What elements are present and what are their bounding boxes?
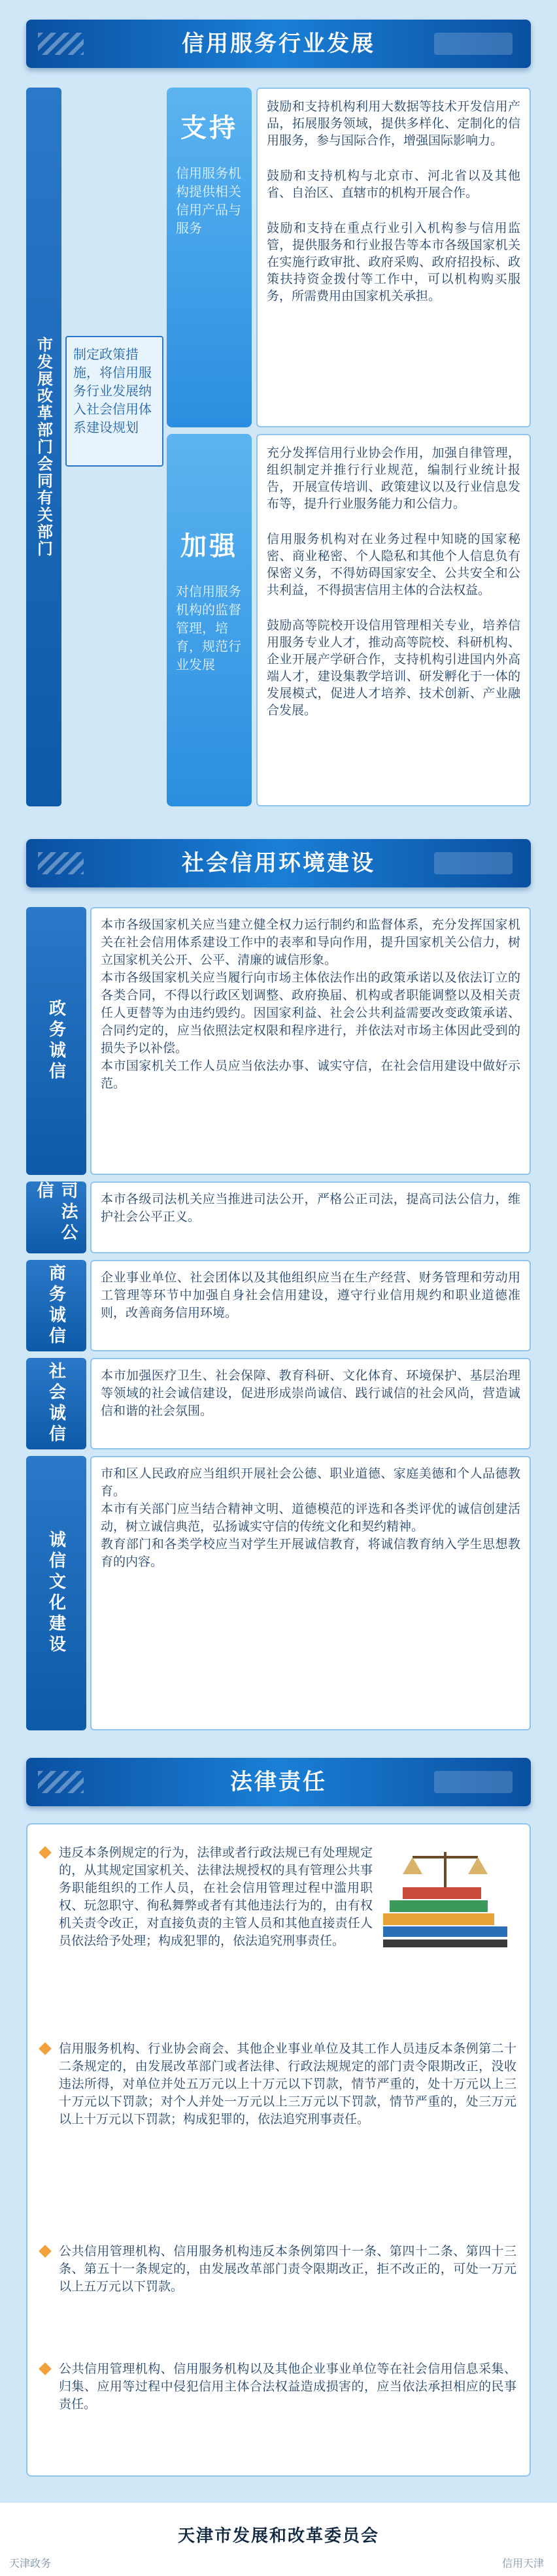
department-label: 市发展改革部门会同有关部门 — [26, 88, 61, 806]
row-text: 市和区人民政府应当组织开展社会公德、职业道德、家庭美德和个人品德教育。 本市有关部门应当结合精神文明、道德模范的评选和各类评优的诚信创建活动，树立诚信典范，弘扬诚实守信的传统文化和契约精神。 教育部门和各类学校应当对学生开展诚信教育，将诚信教育纳入学生思想教育的内容。 — [101, 1466, 520, 1569]
row-text: 企业事业单位、社会团体以及其他组织应当在生产经营、财务管理和劳动用工管理等环节中加强自身社会信用建设，遵守行业信用规约和职业道德准则，改善商务信用环境。 — [101, 1270, 520, 1320]
support-items — [256, 88, 531, 427]
support-title: 支持 — [180, 113, 238, 143]
watermark-right: 信用天津 — [501, 2557, 544, 2569]
environment-row — [26, 1181, 531, 1253]
row-content — [90, 1181, 531, 1253]
row-content — [90, 1358, 531, 1449]
legal-item: 信用服务机构、行业协会商会、其他企业事业单位及其工作人员违反本条例第二十二条规定的，由发展改革部门或者法律、行政法规规定的部门责令限期改正，没收违法所得，对单位并处五万元以上十万元以下罚款，情节严重的，处十万元以上三十万元以下罚款；对个人并处一万元以上三万元以下罚款，情节严重的，处三万元以上十万元以下罚款；构成犯罪的，依法追究刑事责任。 — [41, 2040, 516, 2128]
legal-item: 公共信用管理机构、信用服务机构以及其他企业事业单位等在社会信用信息采集、归集、应用等过程中侵犯信用主体合法权益造成损害的，应当依法承担相应的民事责任。 — [41, 2360, 516, 2413]
support-item: 鼓励和支持机构与北京市、河北省以及其他省、自治区、直辖市的机构开展合作。 — [267, 169, 520, 200]
row-text: 本市加强医疗卫生、社会保障、教育科研、文化体育、环境保护、基层治理等领域的社会诚信建设，促进形成崇尚诚信、践行诚信的社会风尚，营造诚信和谐的社会氛围。 — [101, 1368, 520, 1418]
footer — [0, 2503, 557, 2576]
industry-section — [26, 88, 531, 806]
strengthen-title: 加强 — [180, 531, 238, 561]
strengthen-item: 信用服务机构对在业务过程中知晓的国家秘密、商业秘密、个人隐私和其他个人信息负有保密义务，不得妨碍国家安全、公共安全和公共利益，不得损害信用主体的合法权益。 — [267, 532, 520, 597]
row-label: 诚信文化建设 — [26, 1456, 86, 1730]
row-content — [90, 1456, 531, 1730]
environment-row — [26, 907, 531, 1175]
row-content — [90, 907, 531, 1175]
support-category — [167, 88, 252, 427]
row-content — [90, 1260, 531, 1351]
section-title: 信用服务行业发展 — [182, 31, 375, 57]
policy-measures-box: 制定政策措施，将信用服务行业发展纳入社会信用体系建设规划 — [65, 336, 163, 467]
strengthen-items — [256, 434, 531, 806]
environment-row — [26, 1456, 531, 1730]
strengthen-item: 充分发挥信用行业协会作用，加强自律管理，组织制定并推行行业规范，编制行业统计报告，开展宣传培训、政策建议以及行业信息发布等，提升行业服务能力和公信力。 — [267, 446, 520, 511]
strengthen-category — [167, 434, 252, 806]
environment-row — [26, 1358, 531, 1449]
organization-name: 天津市发展和改革委员会 — [177, 2526, 379, 2546]
row-label: 司法公信 — [26, 1181, 86, 1253]
row-label: 社会诚信 — [26, 1358, 86, 1449]
bullet-diamond-icon — [39, 2362, 52, 2375]
row-text: 本市各级国家机关应当建立健全权力运行制约和监督体系，充分发挥国家机关在社会信用体系建设工作中的表率和导向作用，提升国家机关公信力，树立国家机关公开、公平、清廉的诚信形象。 本市各级国家机关应当履行向市场主体依法作出的政策承诺以及依法订立的各类合同，不得以行政区划调整、政府换届、机构或者职能调整以及相关责任人更替等为由违约毁约。因国家利益、社会公共利益需要改变政策承诺、合同约定的，应当依照法定权限和程序进行，并依法对市场主体因此受到的损失予以补偿。 本市国家机关工作人员应当依法办事、诚实守信，在社会信用建设中做好示范。 — [101, 917, 520, 1091]
legal-item: 违反本条例规定的行为，法律或者行政法规已有处理规定的，从其规定国家机关、法律法规授权的具有管理公共事务职能组织的工作人员，在社会信用管理过程中滥用职权、玩忽职守、徇私舞弊或者有其他违法行为的，由有权机关责令改正，对直接负责的主管人员和其他直接责任人员依法给予处理；构成犯罪的，依法追究刑事责任。 — [41, 1844, 373, 1950]
bullet-diamond-icon — [39, 1846, 52, 1859]
bullet-diamond-icon — [39, 2245, 52, 2258]
section-title: 社会信用环境建设 — [182, 850, 375, 876]
books-scales-icon — [377, 1848, 514, 1959]
support-subtitle: 信用服务机构提供相关信用产品与服务 — [176, 165, 241, 236]
row-label: 政务诚信 — [26, 907, 86, 1175]
row-label: 商务诚信 — [26, 1260, 86, 1351]
support-item: 鼓励和支持在重点行业引入机构参与信用监管，提供服务和行业报告等本市各级国家机关在实施行政审批、政府采购、政府招投标、政策扶持资金拨付等工作中，可以机构购买服务，所需费用由国家机关承担。 — [267, 221, 520, 303]
strengthen-subtitle: 对信用服务机构的监督管理，培育，规范行业发展 — [176, 584, 241, 672]
section-title: 法律责任 — [230, 1769, 327, 1795]
watermark-left: 天津政务 — [9, 2557, 52, 2569]
section-banner-legal — [26, 1758, 531, 1806]
row-text: 本市各级司法机关应当推进司法公开，严格公正司法，提高司法公信力，维护社会公平正义。 — [101, 1192, 520, 1224]
bullet-diamond-icon — [39, 2042, 52, 2055]
environment-row — [26, 1260, 531, 1351]
legal-section — [26, 1823, 531, 2477]
legal-item: 公共信用管理机构、信用服务机构违反本条例第四十一条、第四十二条、第四十三条、第五十一条规定的，由发展改革部门责令限期改正，拒不改正的，可处一万元以上五万元以下罚款。 — [41, 2243, 516, 2296]
strengthen-item: 鼓励高等院校开设信用管理相关专业，培养信用服务专业人才，推动高等院校、科研机构、企业开展产学研合作，支持机构引进国内外高端人才，建设集教学培训、研发孵化于一体的发展模式，促进人才培养、技术创新、产业融合发展。 — [267, 618, 520, 718]
section-banner-industry — [26, 20, 531, 68]
support-item: 鼓励和支持机构利用大数据等技术开发信用产品，拓展服务领域，提供多样化、定制化的信用服务，参与国际合作，增强国际影响力。 — [267, 99, 520, 148]
section-banner-environment — [26, 839, 531, 887]
